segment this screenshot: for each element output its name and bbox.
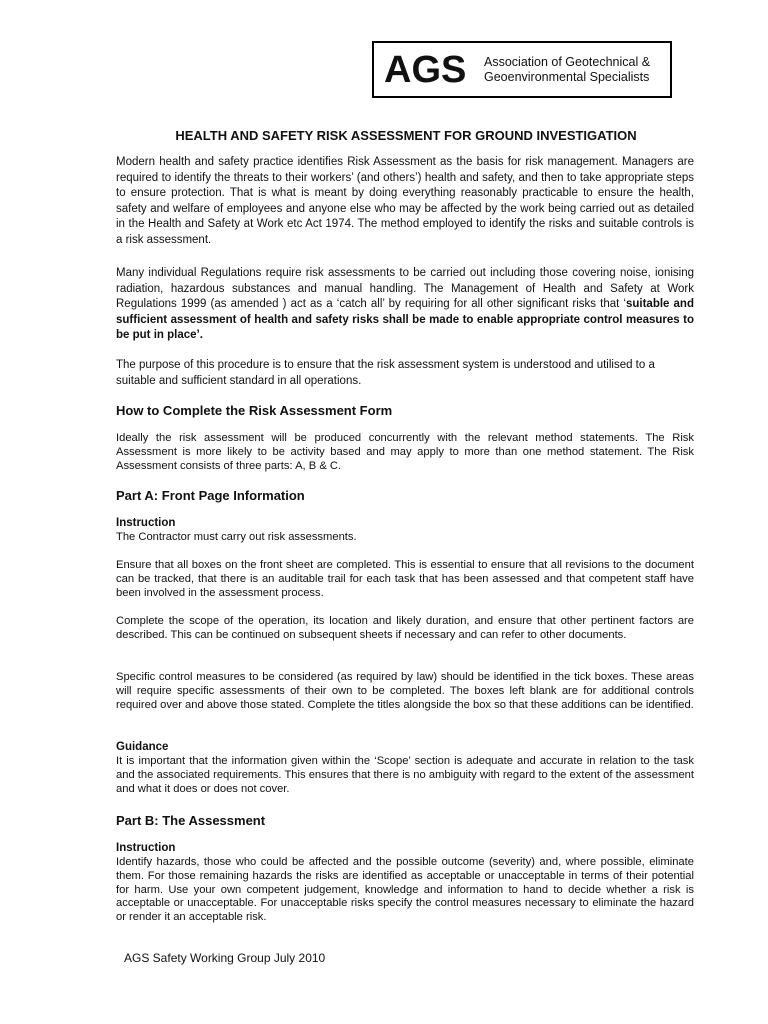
part-a-instruction-label: Instruction — [116, 517, 176, 529]
part-b-instruction: Identify hazards, those who could be affected and the possible outcome (severity) and, where possible, eliminate them. For those remaining hazards the risks are identified as acceptable or unacceptable in terms of their potential for harm. Use your own competent judgement, knowledge and information to hand to decide whether a risk is acceptable or unacceptable. For unacceptable risks specify the control measures necessary to eliminate the hazard or render it an acceptable risk. — [116, 856, 694, 924]
intro-paragraph-2-bold-quote: suitable and sufficient assessment of health and safety risks shall be made to enable appropriate control measures to be put in place’. — [116, 298, 694, 341]
part-a-paragraph-3: Specific control measures to be considered (as required by law) should be identified in the tick boxes. These areas will require specific assessments of their own to be completed. The boxes left blank are for additional controls required over and above those stated. Complete the titles alongside the box so that these additions can be identified. — [116, 671, 694, 711]
logo-name-line-1: Association of Geotechnical & — [484, 55, 651, 69]
part-a-guidance: It is important that the information given within the ‘Scope’ section is adequate and accurate in relation to the task and the associated requirements. This ensures that there is no ambiguity with regard to the extent of the assessment and what it does or does not cover. — [116, 755, 694, 795]
part-a-heading: Part A: Front Page Information — [116, 488, 305, 503]
intro-paragraph-1: Modern health and safety practice identifies Risk Assessment as the basis for risk management. Managers are required to identify the threats to their workers’ (and others’) health and safety, and then to take appropriate steps to ensure protection. That is what is meant by doing everything reasonably practicable to ensure the health, safety and welfare of employees and anyone else who may be affected by the work being carried out as detailed in the Health and Safety at Work etc Act 1974. The method employed to identify the risks and suitable controls is a risk assessment. — [116, 156, 694, 246]
part-a-instruction: The Contractor must carry out risk assessments. — [116, 531, 357, 543]
logo-name-line-2: Geoenvironmental Specialists — [484, 70, 650, 84]
ags-logo — [372, 41, 672, 98]
intro-paragraph-2 — [116, 266, 694, 344]
how-to-paragraph: Ideally the risk assessment will be produced concurrently with the relevant method statements. The Risk Assessment is more likely to be activity based and may apply to more than one method statement. The Risk Assessment consists of three parts: A, B & C. — [116, 432, 694, 472]
part-a-paragraph-2: Complete the scope of the operation, its location and likely duration, and ensure that other pertinent factors are described. This can be continued on subsequent sheets if necessary and can refer to other documents. — [116, 615, 694, 641]
part-b-instruction-label: Instruction — [116, 842, 176, 854]
how-to-heading: How to Complete the Risk Assessment Form — [116, 403, 393, 418]
part-b-heading: Part B: The Assessment — [116, 813, 266, 828]
part-a-guidance-label: Guidance — [116, 741, 169, 753]
logo-abbreviation: AGS — [384, 49, 467, 91]
part-a-paragraph-1: Ensure that all boxes on the front sheet are completed. This is essential to ensure that all revisions to the document can be tracked, that there is an auditable trail for each task that has been assessed and that competent staff have been involved in the assessment process. — [116, 559, 694, 599]
page-title: HEALTH AND SAFETY RISK ASSESSMENT FOR GROUND INVESTIGATION — [175, 128, 637, 143]
intro-paragraph-2-text: Many individual Regulations require risk assessments to be carried out including those covering noise, ionising radiation, hazardous substances and manual handling. The Management of Health and Safety at Work Regulations 1999 (as amended ) act as a ‘catch all’ by requiring for all other significant risks that ‘ — [116, 267, 694, 310]
logo-organisation-name — [484, 55, 650, 85]
intro-paragraph-3: The purpose of this procedure is to ensure that the risk assessment system is understood and utilised to a suitable and sufficient standard in all operations. — [116, 359, 655, 387]
page-footer: AGS Safety Working Group July 2010 — [124, 951, 326, 965]
